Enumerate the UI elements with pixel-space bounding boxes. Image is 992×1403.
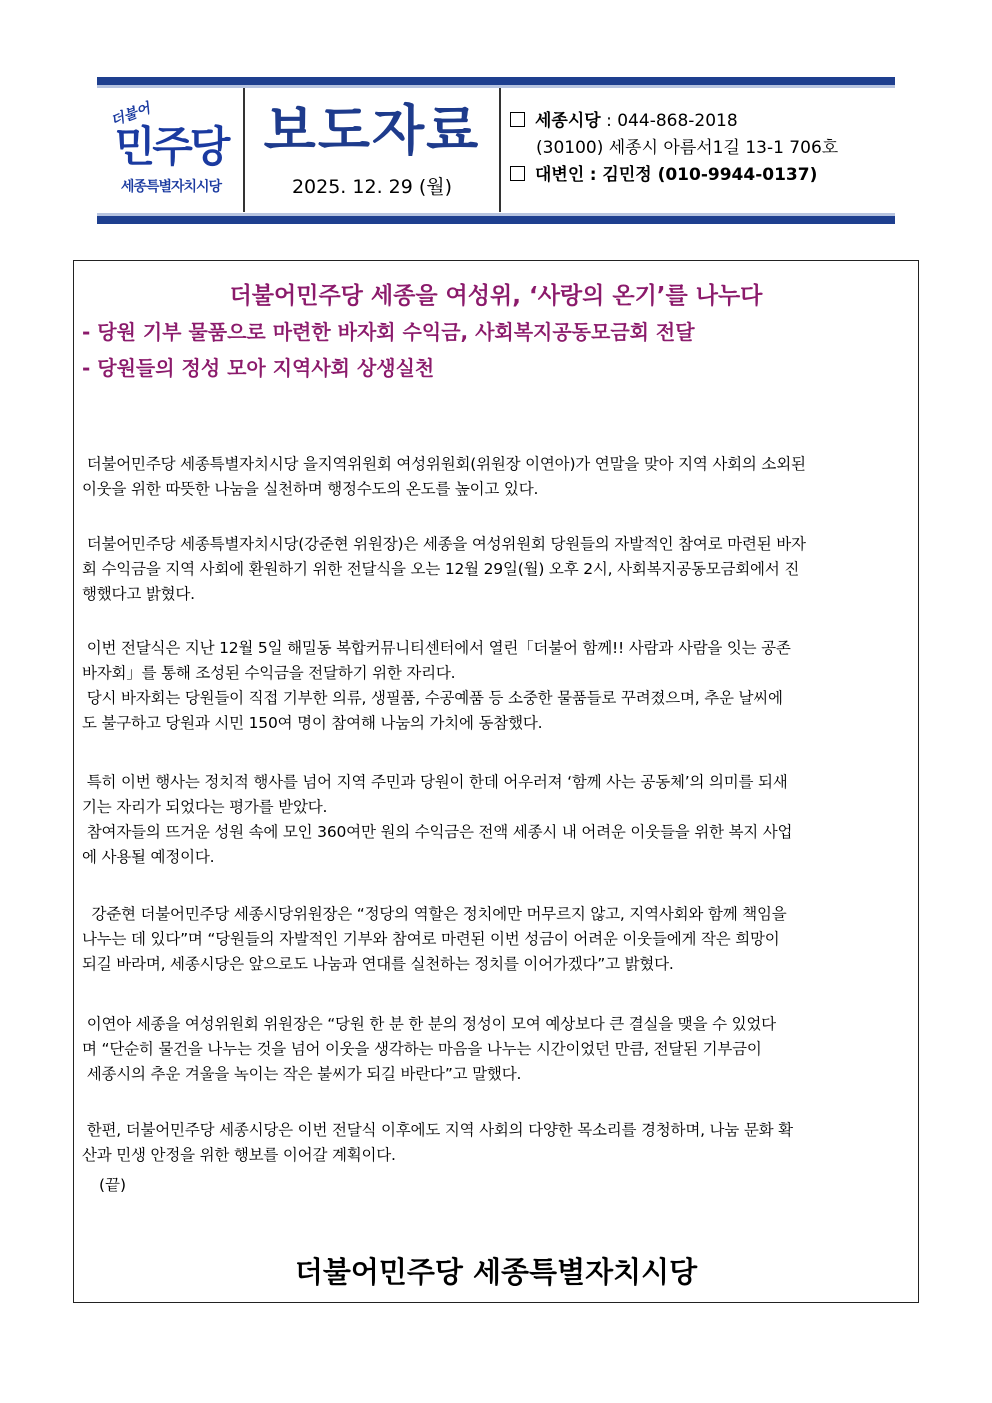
article-subtitle-2: - 당원들의 정성 모아 지역사회 상생실천 [82, 356, 435, 380]
paragraph-line: 더불어민주당 세종특별자치시당(강준현 위원장)은 세종을 여성위원회 당원들의 자발적인 참여로 마련된 바자 [82, 535, 806, 553]
header-top-rule [97, 77, 895, 88]
contact-row-spokesperson [510, 162, 838, 189]
footer-signature: 더불어민주당 세종특별자치시당 [294, 1255, 698, 1289]
header-divider-1 [243, 88, 245, 212]
contact-address: (30100) 세종시 아름서1길 13-1 706호 [536, 138, 839, 158]
spokesperson-label: 대변인 [535, 165, 585, 185]
paragraph-line: 당시 바자회는 당원들이 직접 기부한 의류, 생필품, 수공예품 등 소중한 물품들로 꾸려졌으며, 추운 날씨에 [82, 689, 783, 707]
checkbox-square-icon [510, 166, 525, 181]
contact-row-party [510, 108, 838, 135]
paragraph-line: 회 수익금을 지역 사회에 환원하기 위한 전달식을 오는 12월 29일(월) 오후 2시, 사회복지공동모금회에서 진 [82, 560, 800, 578]
checkbox-square-icon [510, 112, 525, 127]
paragraph-6 [82, 1012, 910, 1087]
paragraph-line: 이연아 세종을 여성위원회 위원장은 “당원 한 분 한 분의 정성이 모여 예상보다 큰 결실을 맺을 수 있었다 [82, 1015, 776, 1033]
paragraph-line: 한편, 더불어민주당 세종시당은 이번 전달식 이후에도 지역 사회의 다양한 목소리를 경청하며, 나눔 문화 확 [82, 1121, 793, 1139]
logo-sub-text: 세종특별자치시당 [120, 179, 222, 195]
release-date: 2025. 12. 29 (월) [291, 176, 453, 198]
paragraph-1 [82, 452, 910, 502]
paragraph-line: 산과 민생 안정을 위한 행보를 이어갈 계획이다. [82, 1146, 396, 1164]
paragraph-line: 며 “단순히 물건을 나누는 것을 넘어 이웃을 생각하는 마음을 나누는 시간이었던 만큼, 전달된 기부금이 [82, 1040, 762, 1058]
article-title: 더불어민주당 세종을 여성위, ‘사랑의 온기’를 나누다 [229, 283, 763, 309]
paragraph-line: 되길 바라며, 세종시당은 앞으로도 나눔과 연대를 실천하는 정치를 이어가겠다”고 밝혔다. [82, 955, 674, 973]
paragraph-line: 에 사용될 예정이다. [82, 848, 215, 866]
contact-block [510, 108, 838, 189]
paragraph-3 [82, 636, 910, 736]
paragraph-5 [82, 902, 910, 977]
paragraph-line: 이웃을 위한 따뜻한 나눔을 실천하며 행정수도의 온도를 높이고 있다. [82, 480, 539, 498]
header-divider-2 [499, 88, 501, 212]
paragraph-line: 특히 이번 행사는 정치적 행사를 넘어 지역 주민과 당원이 한데 어우러져 ‘함께 사는 공동체’의 의미를 되새 [82, 773, 788, 791]
paragraph-line: 기는 자리가 되었다는 평가를 받았다. [82, 798, 328, 816]
paragraph-2 [82, 532, 910, 607]
paragraph-line: 행했다고 밝혔다. [82, 585, 195, 603]
paragraph-line: 세종시의 추운 겨울을 녹이는 작은 불씨가 되길 바란다”고 말했다. [82, 1065, 522, 1083]
header-bottom-rule [97, 213, 895, 224]
end-mark: (끝) [99, 1176, 127, 1194]
paragraph-4 [82, 770, 910, 870]
logo-main-text: 민주당 [114, 122, 228, 171]
paragraph-line: 도 불구하고 당원과 시민 150여 명이 참여해 나눔의 가치에 동참했다. [82, 714, 543, 732]
spokesperson-contact: : 김민정 (010-9944-0137) [589, 165, 818, 185]
party-logo [100, 100, 242, 200]
paragraph-line: 더불어민주당 세종특별자치시당 을지역위원회 여성위원회(위원장 이연아)가 연말을 맞아 지역 사회의 소외된 [82, 455, 806, 473]
logo-small-text: 더불어 [108, 100, 153, 130]
article-subtitle-1: - 당원 기부 물품으로 마련한 바자회 수익금, 사회복지공동모금회 전달 [82, 320, 695, 344]
press-release-label: 보도자료 [263, 99, 481, 162]
paragraph-7 [82, 1118, 910, 1168]
paragraph-line: 이번 전달식은 지난 12월 5일 해밀동 복합커뮤니티센터에서 열린「더불어 함께!! 사람과 사람을 잇는 공존 [82, 639, 791, 657]
paragraph-line: 참여자들의 뜨거운 성원 속에 모인 360여만 원의 수익금은 전액 세종시 내 어려운 이웃들을 위한 복지 사업 [82, 823, 793, 841]
paragraph-line: 바자회」를 통해 조성된 수익금을 전달하기 위한 자리다. [82, 664, 456, 682]
party-phone: : 044-868-2018 [606, 111, 738, 131]
paragraph-line: 강준현 더불어민주당 세종시당위원장은 “정당의 역할은 정치에만 머무르지 않고, 지역사회와 함께 책임을 [82, 905, 787, 923]
party-label: 세종시당 [535, 111, 601, 131]
paragraph-line: 나누는 데 있다”며 “당원들의 자발적인 기부와 참여로 마련된 이번 성금이 어려운 이웃들에게 작은 희망이 [82, 930, 780, 948]
